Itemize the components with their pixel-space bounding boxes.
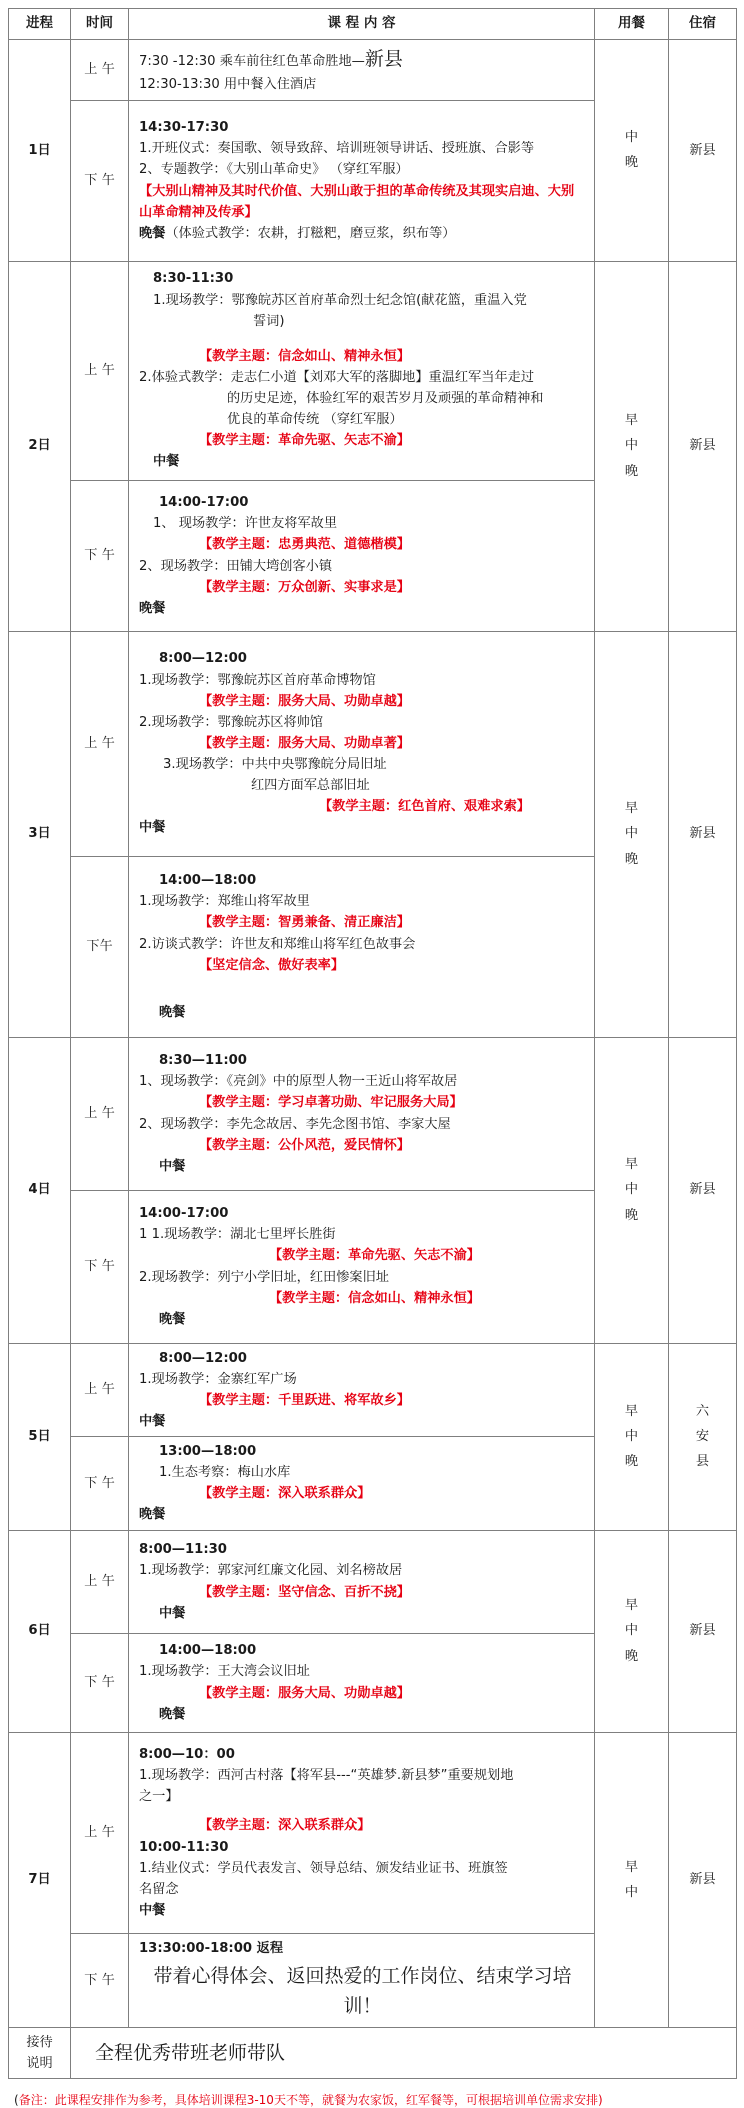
day2-am-item2-cont2: 优良的革命传统 （穿红军服）	[227, 412, 403, 428]
day4-dinner: 晚餐	[159, 1311, 186, 1327]
day2-lunch: 中餐	[153, 454, 180, 470]
day2-am-item1-cont: 誓词)	[253, 313, 285, 329]
day7-meal-1: 早	[624, 1859, 639, 1875]
day2-am-label: 上 午	[71, 261, 129, 480]
day3-am-item3: 3.现场教学：中共中央鄂豫皖分局旧址	[163, 757, 387, 773]
day4-am-theme1: 【教学主题：学习卓著功勋、牢记服务大局】	[199, 1095, 463, 1111]
day5-lodging	[669, 1343, 737, 1530]
day3-am-time: 8:00—12:00	[159, 651, 247, 667]
day1-am-content	[129, 40, 595, 101]
day6-dinner: 晚餐	[159, 1706, 186, 1722]
day4-pm-time: 14:00-17:00	[139, 1206, 229, 1222]
day5-pm-content	[129, 1437, 595, 1531]
day2-label: 2日	[9, 261, 71, 631]
day1-pm-item1: 1.开班仪式：奏国歌、领导致辞、培训班领导讲话、授班旗、合影等	[139, 141, 535, 157]
footnote: (备注：此课程安排作为参考，具体培训课程3-10天不等，就餐为农家饭，红军餐等，可根据培训单位需求安排)	[14, 2093, 603, 2108]
day4-am-theme2: 【教学主题：公仆风范，爱民情怀】	[199, 1137, 410, 1153]
day5-am-label: 上 午	[71, 1343, 129, 1437]
day3-label: 3日	[9, 631, 71, 1037]
reception-label-1: 接待	[26, 2035, 53, 2051]
day4-pm-theme2: 【教学主题：信念如山、精神永恒】	[269, 1290, 480, 1306]
day7-label: 7日	[9, 1732, 71, 2028]
day2-am-item2-cont1: 的历史足迹，体验红军的艰苦岁月及顽强的革命精神和	[227, 391, 544, 407]
day2-am-row	[9, 261, 737, 480]
day1-am-item1: 乘车前往红色革命胜地—	[219, 54, 365, 69]
day5-meal	[595, 1343, 669, 1530]
day7-am-theme1: 【教学主题：深入联系群众】	[199, 1818, 371, 1834]
day2-pm-item1: 1、 现场教学：许世友将军故里	[153, 516, 338, 532]
day6-meal-2: 中	[624, 1623, 639, 1639]
day6-am-item1: 1.现场教学：郭家河红廉文化园、刘名榜故居	[139, 1563, 403, 1579]
day4-meal-1: 早	[624, 1157, 639, 1173]
day5-label: 5日	[9, 1343, 71, 1530]
header-lodging: 住宿	[669, 9, 737, 40]
day5-pm-label: 下 午	[71, 1437, 129, 1531]
day7-pm-closing: 带着心得体会、返回热爱的工作岗位、结束学习培训！	[153, 1964, 572, 2018]
day5-lodging-3: 县	[695, 1454, 710, 1470]
day6-lodging: 新县	[669, 1530, 737, 1732]
day5-am-item1: 1.现场教学：金寨红军广场	[139, 1371, 297, 1387]
day6-lunch: 中餐	[159, 1605, 186, 1621]
day2-am-theme1: 【教学主题：信念如山、精神永恒】	[199, 348, 410, 364]
day4-am-content	[129, 1037, 595, 1190]
day1-am-item2: 12:30-13:30 用中餐入住酒店	[139, 77, 317, 93]
day6-pm-time: 14:00—18:00	[159, 1643, 257, 1659]
day3-meal	[595, 631, 669, 1037]
day3-am-item3-cont: 红四方面军总部旧址	[251, 778, 370, 794]
day6-am-time: 8:00—11:30	[139, 1542, 227, 1558]
day2-pm-content	[129, 480, 595, 631]
day4-am-time: 8:30—11:00	[159, 1053, 247, 1069]
day5-dinner: 晚餐	[139, 1507, 166, 1523]
day1-pm-item2: 2、专题教学：《大别山革命史》 （穿红军服）	[139, 162, 409, 178]
header-meal: 用餐	[595, 9, 669, 40]
day2-meal	[595, 261, 669, 631]
footnote-prefix: 备注	[18, 2093, 43, 2108]
day6-am-content	[129, 1530, 595, 1633]
day4-lunch: 中餐	[159, 1158, 186, 1174]
day2-am-time: 8:30-11:30	[153, 271, 234, 287]
day2-am-content	[129, 261, 595, 480]
day1-pm-label: 下 午	[71, 100, 129, 261]
day1-pm-content	[129, 100, 595, 261]
day6-pm-theme1: 【教学主题：服务大局、功勋卓越】	[199, 1685, 410, 1701]
day6-pm-label: 下 午	[71, 1633, 129, 1732]
day1-meal-2: 晚	[624, 155, 639, 171]
day4-lodging: 新县	[669, 1037, 737, 1343]
day3-lunch: 中餐	[139, 820, 166, 836]
day5-am-time: 8:00—12:00	[159, 1350, 247, 1366]
day7-meal-2: 中	[624, 1884, 639, 1900]
day5-meal-3: 晚	[624, 1454, 639, 1470]
day6-pm-item1: 1.现场教学：王大湾会议旧址	[139, 1664, 310, 1680]
schedule-table	[8, 8, 737, 2079]
day1-meal-1: 中	[624, 130, 639, 146]
day4-pm-theme1: 【教学主题：革命先驱、矢志不渝】	[269, 1248, 480, 1264]
day4-pm-label: 下 午	[71, 1190, 129, 1343]
day3-am-theme2: 【教学主题：服务大局、功勋卓著】	[199, 735, 410, 751]
day7-am-item2: 1.结业仪式：学员代表发言、领导总结、颁发结业证书、班旗签	[139, 1860, 508, 1876]
day1-am-label: 上 午	[71, 40, 129, 101]
day3-meal-1: 早	[624, 801, 639, 817]
day6-label: 6日	[9, 1530, 71, 1732]
day3-pm-theme1: 【教学主题：智勇兼备、清正廉洁】	[199, 915, 410, 931]
day6-pm-content	[129, 1633, 595, 1732]
day7-pm-content	[129, 1933, 595, 2028]
day4-label: 4日	[9, 1037, 71, 1343]
day7-am-item1-cont: 之一】	[139, 1789, 179, 1805]
day4-am-label: 上 午	[71, 1037, 129, 1190]
day7-am-time2: 10:00-11:30	[139, 1839, 229, 1855]
day3-am-theme3: 【教学主题：红色首府、艰难求索】	[319, 799, 530, 815]
reception-row	[9, 2028, 737, 2079]
day5-meal-2: 中	[624, 1428, 639, 1444]
day3-pm-theme2: 【坚定信念、傲好表率】	[199, 957, 345, 973]
day3-pm-label: 下午	[71, 856, 129, 1037]
day5-pm-item1: 1.生态考察：梅山水库	[159, 1465, 291, 1481]
day7-lunch: 中餐	[139, 1902, 166, 1918]
day3-lodging: 新县	[669, 631, 737, 1037]
day7-am-time1: 8:00—10：00	[139, 1747, 235, 1763]
day6-am-row	[9, 1530, 737, 1633]
day6-meal	[595, 1530, 669, 1732]
day2-pm-theme2: 【教学主题：万众创新、实事求是】	[199, 579, 410, 595]
day3-meal-2: 中	[624, 826, 639, 842]
schedule-page	[8, 8, 736, 2108]
day2-meal-1: 早	[624, 413, 639, 429]
day6-meal-1: 早	[624, 1598, 639, 1614]
day3-am-content	[129, 631, 595, 856]
day1-pm-theme: 【大别山精神及其时代价值、大别山敢于担的革命传统及其现实启迪、大别山革命精神及传承】	[139, 183, 575, 220]
day6-am-theme1: 【教学主题：坚守信念、百折不挠】	[199, 1584, 410, 1600]
day7-am-label: 上 午	[71, 1732, 129, 1933]
reception-label-2: 说明	[26, 2056, 53, 2072]
day3-pm-item2: 2.访谈式教学：许世友和郑维山将军红色故事会	[139, 936, 416, 952]
footnote-text: ：此课程安排作为参考，具体培训课程3-10天不等，就餐为农家饭，红军餐等，可根据培训单位需求安排)	[42, 2093, 603, 2108]
day2-meal-3: 晚	[624, 463, 639, 479]
day4-am-row	[9, 1037, 737, 1190]
day3-pm-content	[129, 856, 595, 1037]
day2-am-item2: 2.体验式教学：走志仁小道【刘邓大军的落脚地】重温红军当年走过	[139, 369, 535, 385]
day1-label: 1日	[9, 40, 71, 262]
day3-am-item2: 2.现场教学：鄂豫皖苏区将帅馆	[139, 714, 324, 730]
day3-dinner: 晚餐	[159, 1004, 186, 1020]
header-time: 时间	[71, 9, 129, 40]
day7-am-row	[9, 1732, 737, 1933]
day1-am-row	[9, 40, 737, 101]
day7-am-content	[129, 1732, 595, 1933]
day4-meal-3: 晚	[624, 1207, 639, 1223]
day7-lodging: 新县	[669, 1732, 737, 2028]
day2-pm-item2: 2、现场教学：田铺大塆创客小镇	[139, 558, 333, 574]
day4-pm-content	[129, 1190, 595, 1343]
day5-lodging-2: 安	[695, 1428, 710, 1444]
day2-am-item1: 1.现场教学：鄂豫皖苏区首府革命烈士纪念馆(献花篮，重温入党	[153, 292, 527, 308]
reception-text: 全程优秀带班老师带队	[71, 2028, 737, 2079]
reception-label	[9, 2028, 71, 2079]
day3-am-row	[9, 631, 737, 856]
day2-dinner: 晚餐	[139, 600, 166, 616]
day2-pm-theme1: 【教学主题：忠勇典范、道德楷模】	[199, 537, 410, 553]
day7-pm-label: 下 午	[71, 1933, 129, 2028]
day6-meal-3: 晚	[624, 1648, 639, 1664]
day2-pm-label: 下 午	[71, 480, 129, 631]
day5-am-row	[9, 1343, 737, 1437]
day2-pm-time: 14:00-17:00	[159, 495, 249, 511]
day7-meal	[595, 1732, 669, 2028]
day3-meal-3: 晚	[624, 851, 639, 867]
day7-pm-time: 13:30:00-18:00 返程	[139, 1940, 284, 1956]
day2-lodging: 新县	[669, 261, 737, 631]
day1-meal	[595, 40, 669, 262]
day1-dinner-note: （体验式教学：农耕，打糍粑，磨豆浆，织布等）	[165, 225, 456, 241]
table-header-row	[9, 9, 737, 40]
day6-am-label: 上 午	[71, 1530, 129, 1633]
day1-dinner: 晚餐	[139, 225, 166, 241]
day3-pm-item1: 1.现场教学：郑维山将军故里	[139, 894, 310, 910]
day2-meal-2: 中	[624, 438, 639, 454]
day4-pm-item1: 1 1.现场教学：湖北七里坪长胜街	[139, 1227, 336, 1243]
day5-am-theme1: 【教学主题：千里跃进、将军故乡】	[199, 1392, 410, 1408]
day1-lodging: 新县	[669, 40, 737, 262]
day4-am-item2: 2、现场教学：李先念故居、李先念图书馆、李家大屋	[139, 1116, 451, 1132]
day5-am-content	[129, 1343, 595, 1437]
day5-lunch: 中餐	[139, 1413, 166, 1429]
day3-am-item1: 1.现场教学：鄂豫皖苏区首府革命博物馆	[139, 672, 376, 688]
day4-meal-2: 中	[624, 1182, 639, 1198]
day5-lodging-1: 六	[695, 1403, 710, 1419]
day7-am-item1: 1.现场教学：西河古村落【将军县---“英雄梦.新县梦”重要规划地	[139, 1768, 514, 1784]
day4-meal	[595, 1037, 669, 1343]
header-day: 进程	[9, 9, 71, 40]
day3-pm-time: 14:00—18:00	[159, 873, 257, 889]
day2-am-theme2: 【教学主题：革命先驱、矢志不渝】	[199, 433, 410, 449]
day1-am-time: 7:30 -12:30	[139, 54, 216, 69]
day7-am-item2-cont: 名留念	[139, 1881, 179, 1897]
day3-am-theme1: 【教学主题：服务大局、功勋卓越】	[199, 693, 410, 709]
day1-pm-time: 14:30-17:30	[139, 120, 229, 136]
day3-am-label: 上 午	[71, 631, 129, 856]
day1-am-destination: 新县	[364, 48, 403, 70]
day5-pm-time: 13:00—18:00	[159, 1444, 257, 1460]
header-content: 课 程 内 容	[129, 9, 595, 40]
day4-am-item1: 1、现场教学：《亮剑》中的原型人物一王近山将军故居	[139, 1074, 458, 1090]
day5-pm-theme1: 【教学主题：深入联系群众】	[199, 1486, 371, 1502]
day5-meal-1: 早	[624, 1403, 639, 1419]
day4-pm-item2: 2.现场教学：列宁小学旧址，红田惨案旧址	[139, 1269, 389, 1285]
